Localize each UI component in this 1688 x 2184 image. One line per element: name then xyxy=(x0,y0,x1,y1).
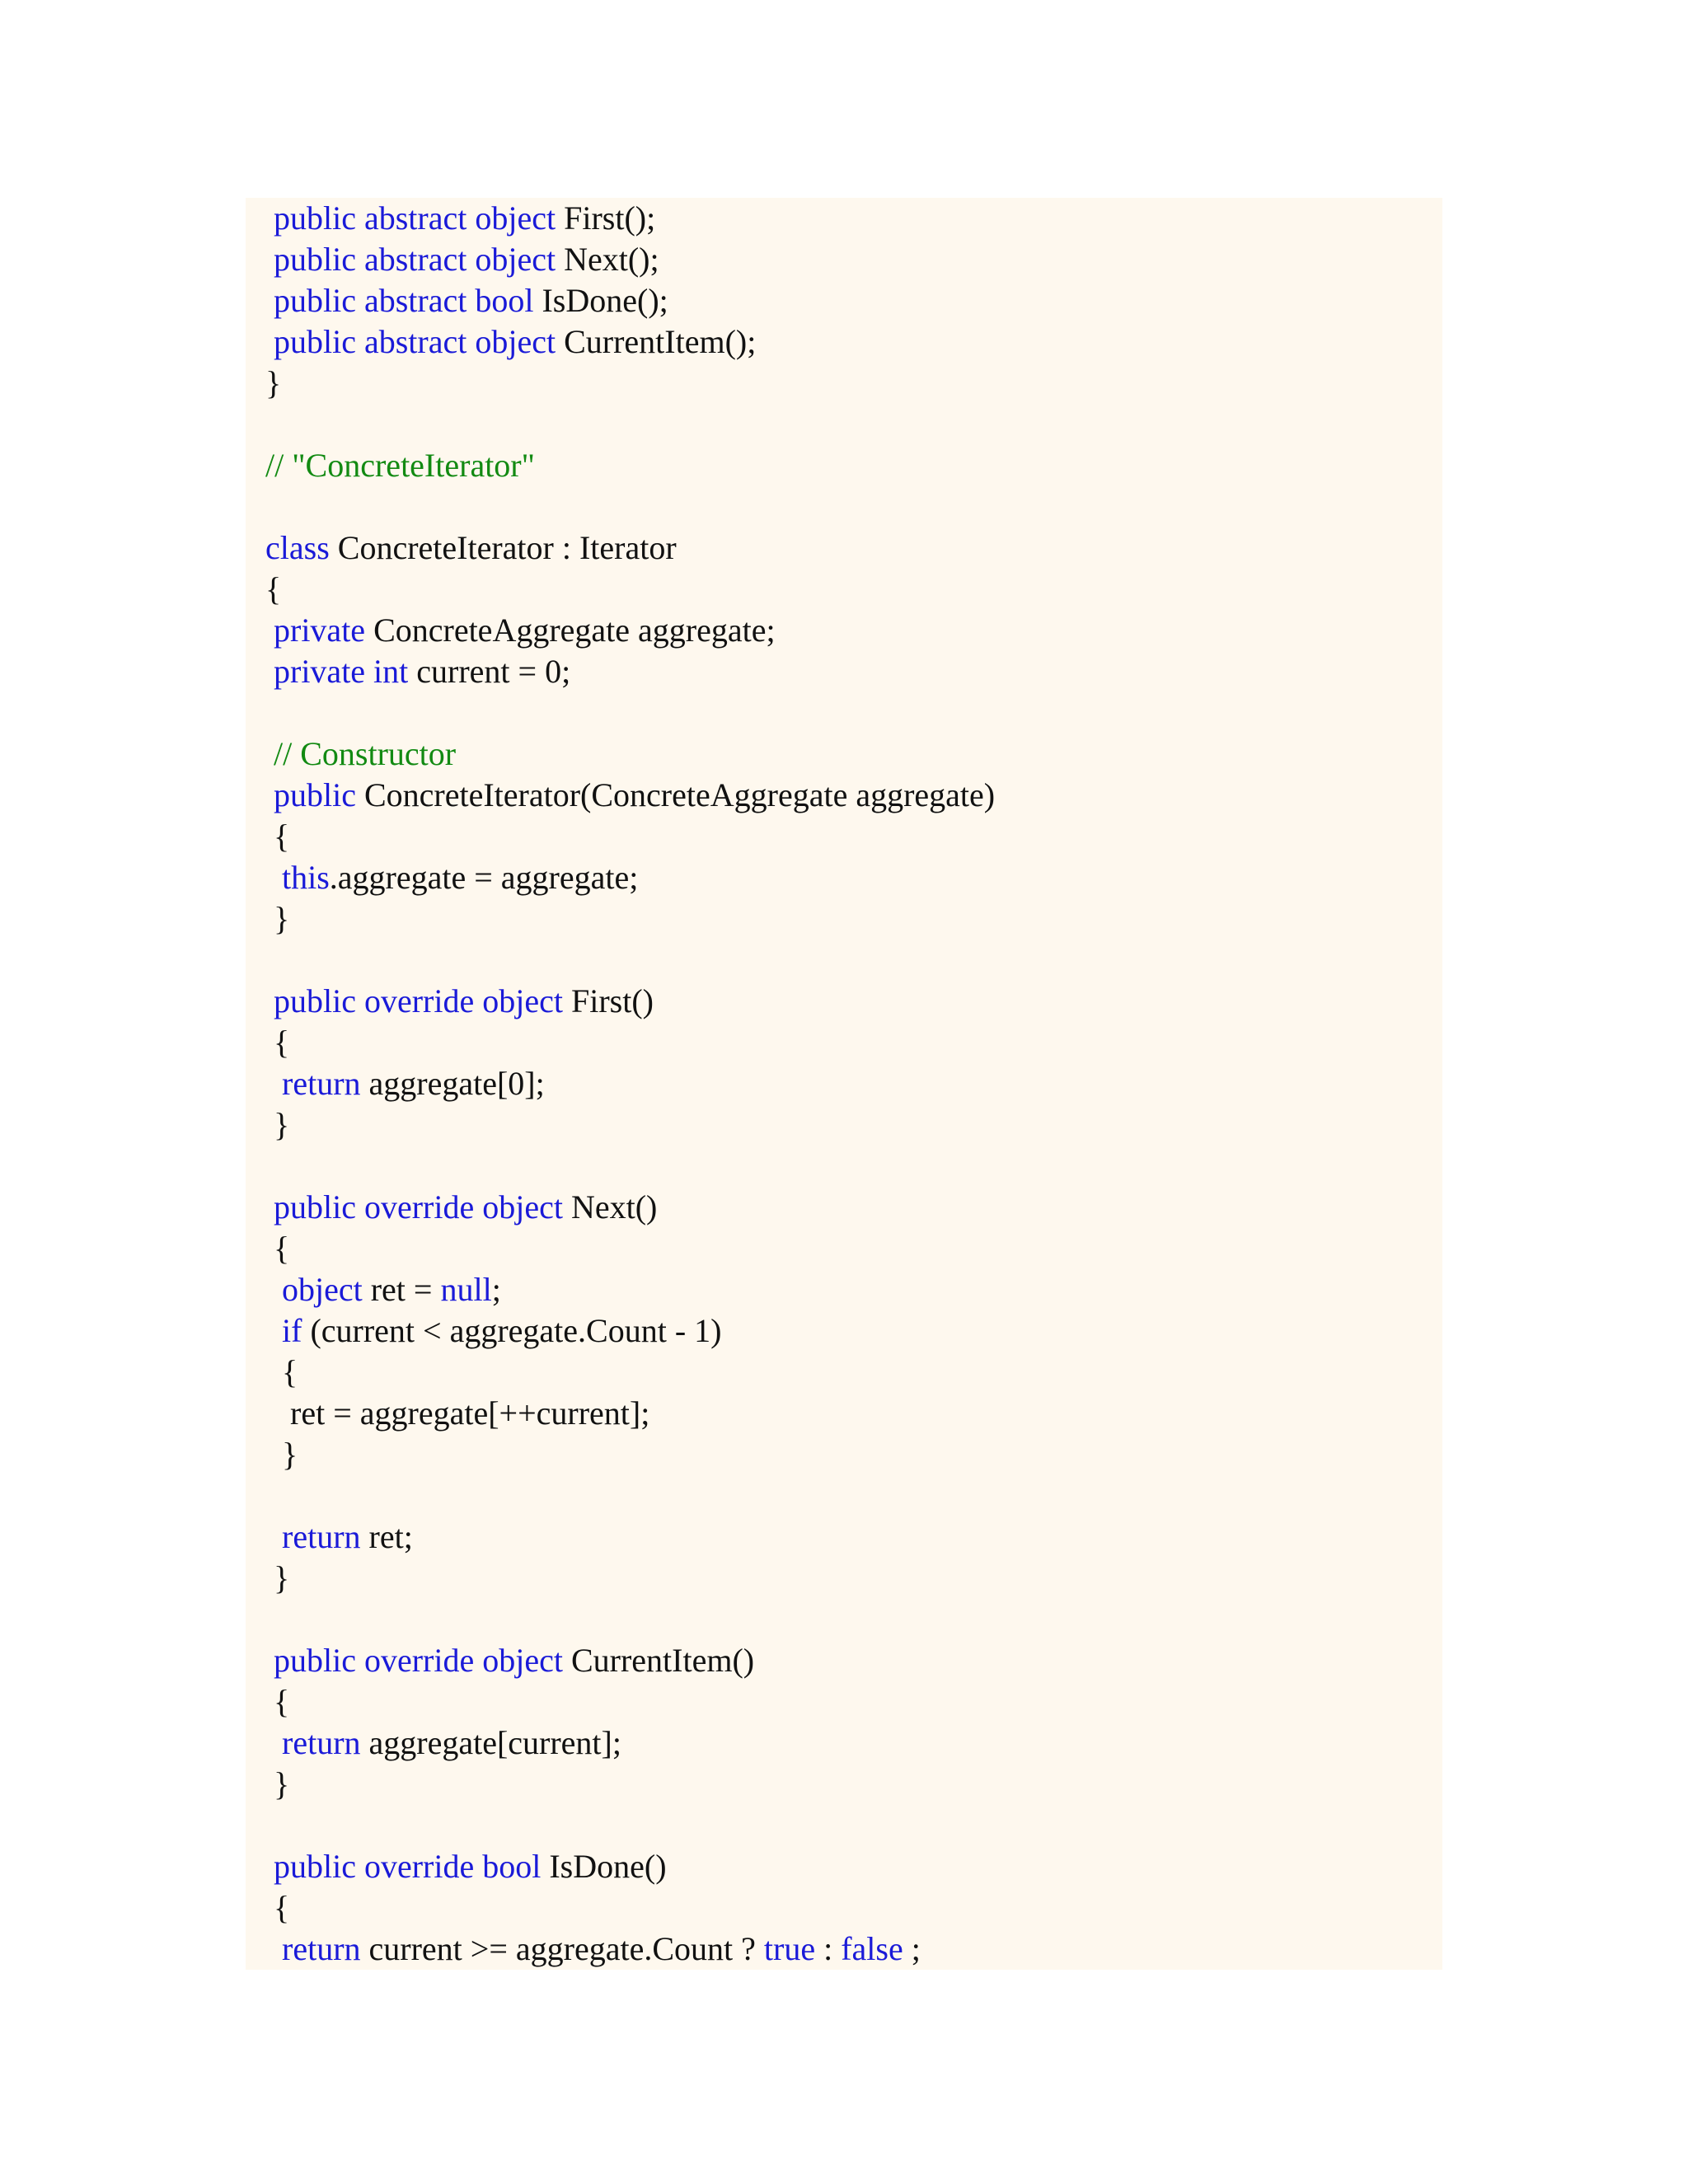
code-line xyxy=(265,940,1436,981)
code-line xyxy=(265,857,1436,898)
code-text xyxy=(265,653,274,690)
code-text: IsDone() xyxy=(541,1848,667,1885)
code-keyword: this xyxy=(282,859,330,896)
code-text: { xyxy=(265,1353,298,1390)
code-line xyxy=(265,1352,1436,1393)
code-line xyxy=(265,239,1436,280)
code-keyword: public abstract object xyxy=(274,199,556,237)
code-line xyxy=(265,1929,1436,1970)
code-text xyxy=(265,1518,282,1555)
code-line xyxy=(265,816,1436,857)
code-text: Next() xyxy=(562,1188,658,1226)
code-text: { xyxy=(265,570,282,607)
code-text: ; xyxy=(903,1930,921,1967)
code-text xyxy=(265,1188,274,1226)
code-text xyxy=(265,282,274,319)
code-line xyxy=(265,1310,1436,1352)
code-keyword: return xyxy=(282,1518,361,1555)
code-line xyxy=(265,981,1436,1022)
code-text: } xyxy=(265,1765,290,1802)
code-keyword: object xyxy=(282,1271,363,1308)
code-line xyxy=(265,1516,1436,1558)
code-keyword: private xyxy=(274,612,366,649)
code-line xyxy=(265,733,1436,775)
code-line xyxy=(265,1722,1436,1764)
code-line xyxy=(265,1104,1436,1146)
code-text: : xyxy=(815,1930,842,1967)
code-line xyxy=(265,1558,1436,1599)
code-text: CurrentItem(); xyxy=(556,323,757,360)
code-line xyxy=(265,280,1436,321)
code-keyword: public override object xyxy=(274,982,563,1019)
code-text: { xyxy=(265,1683,290,1720)
code-text xyxy=(265,776,274,813)
code-text: current >= aggregate.Count ? xyxy=(360,1930,764,1967)
code-text: ; xyxy=(491,1271,501,1308)
code-keyword: return xyxy=(282,1930,361,1967)
code-line xyxy=(265,1846,1436,1887)
code-text: ConcreteIterator : Iterator xyxy=(329,529,677,566)
code-text xyxy=(265,323,274,360)
code-line xyxy=(265,1599,1436,1640)
code-line xyxy=(265,1187,1436,1228)
code-keyword: public abstract object xyxy=(274,241,556,278)
code-text: { xyxy=(265,1889,290,1926)
code-text: ret; xyxy=(360,1518,413,1555)
code-line xyxy=(265,321,1436,363)
code-keyword: false xyxy=(841,1930,903,1967)
code-line xyxy=(265,1764,1436,1805)
code-line xyxy=(265,486,1436,527)
code-text: } xyxy=(265,1436,298,1473)
code-text xyxy=(265,199,274,237)
code-block xyxy=(265,198,1436,1970)
code-text xyxy=(265,612,274,649)
code-line xyxy=(265,651,1436,692)
code-text: aggregate[current]; xyxy=(360,1724,621,1761)
code-line xyxy=(265,198,1436,239)
code-line xyxy=(265,1887,1436,1929)
code-line xyxy=(265,445,1436,486)
code-line xyxy=(265,404,1436,445)
code-line xyxy=(265,1022,1436,1063)
code-text: ret = aggregate[++current]; xyxy=(265,1394,650,1432)
code-keyword: class xyxy=(265,529,330,566)
code-line xyxy=(265,1640,1436,1681)
code-text xyxy=(265,1724,282,1761)
code-keyword: public abstract bool xyxy=(274,282,534,319)
code-keyword: public xyxy=(274,776,356,813)
code-text: CurrentItem() xyxy=(562,1642,755,1679)
code-text: { xyxy=(265,1230,290,1267)
code-keyword: null xyxy=(440,1271,492,1308)
code-line xyxy=(265,898,1436,940)
code-text xyxy=(265,735,274,772)
code-keyword: private int xyxy=(274,653,409,690)
code-keyword: public abstract object xyxy=(274,323,556,360)
code-text: IsDone(); xyxy=(533,282,668,319)
code-text xyxy=(265,1271,282,1308)
code-line xyxy=(265,1063,1436,1104)
code-text: } xyxy=(265,900,290,937)
code-text: (current < aggregate.Count - 1) xyxy=(302,1312,722,1349)
code-text: { xyxy=(265,1024,290,1061)
code-text: First(); xyxy=(556,199,656,237)
code-keyword: public override object xyxy=(274,1188,563,1226)
code-line xyxy=(265,527,1436,569)
code-text: .aggregate = aggregate; xyxy=(329,859,639,896)
code-line xyxy=(265,1434,1436,1475)
code-text xyxy=(265,982,274,1019)
code-line xyxy=(265,1393,1436,1434)
code-text: { xyxy=(265,818,290,855)
code-text: ConcreteIterator(ConcreteAggregate aggregate) xyxy=(355,776,996,813)
code-keyword: return xyxy=(282,1724,361,1761)
code-keyword: if xyxy=(282,1312,302,1349)
code-line xyxy=(265,1146,1436,1187)
code-text: First() xyxy=(562,982,654,1019)
code-keyword: true xyxy=(763,1930,816,1967)
code-text: current = 0; xyxy=(408,653,571,690)
code-text xyxy=(265,1312,282,1349)
code-comment: // "ConcreteIterator" xyxy=(265,447,535,484)
code-text xyxy=(265,859,282,896)
code-text xyxy=(265,1930,282,1967)
code-text: } xyxy=(265,1106,290,1143)
code-line xyxy=(265,1228,1436,1269)
code-line xyxy=(265,363,1436,404)
code-keyword: return xyxy=(282,1065,361,1102)
code-text: ret = xyxy=(362,1271,441,1308)
code-line xyxy=(265,1681,1436,1722)
code-text: Next(); xyxy=(556,241,659,278)
code-text: } xyxy=(265,1559,290,1596)
code-text xyxy=(265,1065,282,1102)
code-line xyxy=(265,775,1436,816)
code-text: ConcreteAggregate aggregate; xyxy=(365,612,776,649)
code-keyword: public override object xyxy=(274,1642,563,1679)
code-comment: // Constructor xyxy=(274,735,457,772)
code-line xyxy=(265,692,1436,733)
code-keyword: public override bool xyxy=(274,1848,542,1885)
code-text: aggregate[0]; xyxy=(360,1065,545,1102)
code-line xyxy=(265,610,1436,651)
code-line xyxy=(265,1475,1436,1516)
code-line xyxy=(265,569,1436,610)
code-line xyxy=(265,1269,1436,1310)
code-line xyxy=(265,1805,1436,1846)
code-text xyxy=(265,1848,274,1885)
code-text: } xyxy=(265,364,282,401)
code-text xyxy=(265,241,274,278)
code-text xyxy=(265,1642,274,1679)
